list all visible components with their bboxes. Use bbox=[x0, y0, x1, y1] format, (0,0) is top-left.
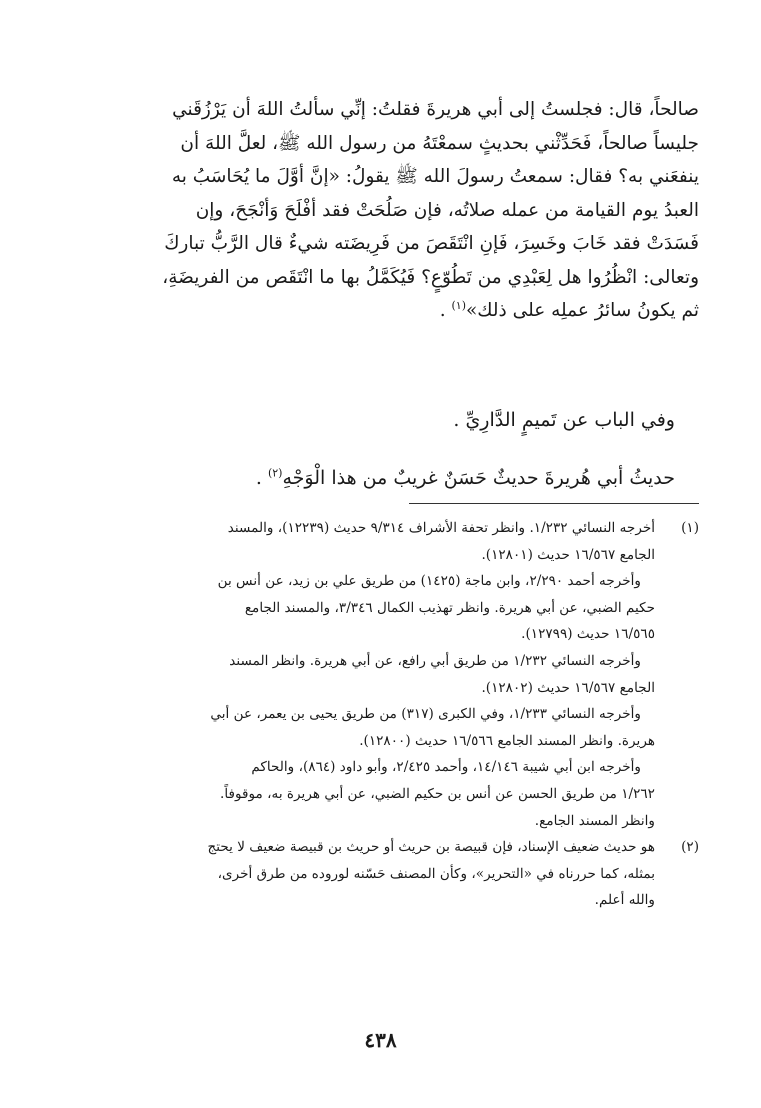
text-line: ثم يكونُ سائرُ عملِه على ذلك» bbox=[465, 300, 699, 321]
line-end: . bbox=[439, 300, 452, 321]
footnote-2 bbox=[49, 834, 699, 914]
text-line: العبدُ يوم القيامة من عمله صلاتُه، فإن صَلُحَتْ فقد أفْلَحَ وَأنْجَحَ، وإن bbox=[195, 199, 699, 221]
footnote-line: وأخرجه النسائي ١/٢٣٣، وفي الكبرى (٣١٧) من طريق يحيى بن يعمر، عن أبي bbox=[210, 706, 641, 723]
text-line: صالحاً، قال: فجلستُ إلى أبي هريرةَ فقلتُ: إنِّي سألتُ اللهَ أن يَرْزُقَني bbox=[172, 99, 699, 120]
hadith-text bbox=[54, 93, 699, 328]
line-end: . bbox=[255, 467, 268, 489]
text-line-last bbox=[54, 294, 699, 328]
chapter-note: وفي الباب عن تَميمٍ الدَّارِيِّ . bbox=[453, 409, 675, 431]
footnote-line: حكيم الضبي، عن أبي هريرة. وانظر تهذيب الكمال ٣/٣٤٦، والمسند الجامع bbox=[244, 599, 655, 616]
footnote-ref-2[interactable]: (٢) bbox=[267, 466, 283, 480]
footnote-number: (١) bbox=[681, 520, 699, 536]
grading-text: حديثُ أبي هُريرةَ حديثٌ حَسَنٌ غريبٌ من هذا الْوَجْهِ bbox=[282, 467, 675, 489]
text-line: جليساً صالحاً، فَحَدِّثْني بحديثٍ سمعْتَهُ من رسول الله ﷺ، لعلَّ اللهَ أن bbox=[180, 132, 699, 154]
text-line: فَسَدَتْ فقد خَابَ وخَسِرَ، فَإنِ انْتَقَصَ من فَرِيضَته شيءٌ قال الرَّبُّ تباركَ bbox=[164, 233, 699, 254]
footnote-line: هريرة. وانظر المسند الجامع ١٦/٥٦٦ حديث (١٢٨٠٠). bbox=[359, 732, 655, 749]
footnote-line: وانظر المسند الجامع. bbox=[534, 812, 655, 829]
footnote-line: وأخرجه ابن أبي شيبة ١٤/١٤٦، وأحمد ٢/٤٢٥، وأبو داود (٨٦٤)، والحاكم bbox=[251, 759, 641, 776]
footnote-divider bbox=[409, 503, 699, 504]
footnote-line: ١٦/٥٦٥ حديث (١٢٧٩٩). bbox=[521, 626, 655, 643]
footnote-1 bbox=[49, 515, 699, 834]
footnote-line: والله أعلم. bbox=[594, 892, 655, 909]
footnote-line: وأخرجه النسائي ١/٢٣٢ من طريق أبي رافع، عن أبي هريرة. وانظر المسند bbox=[229, 652, 641, 669]
footnote-line: ١/٢٦٢ من طريق الحسن عن أنس بن حكيم الضبي، عن أبي هريرة به، موقوفاً. bbox=[220, 785, 655, 802]
footnote-line: الجامع ١٦/٥٦٧ حديث (١٢٨٠١). bbox=[481, 546, 655, 563]
footnotes bbox=[49, 515, 699, 914]
footnote-line: هو حديث ضعيف الإسناد، فإن قبيصة بن حريث أو حريث بن قبيصة ضعيف لا يحتج bbox=[207, 839, 655, 856]
footnote-ref-1[interactable]: (١) bbox=[451, 298, 466, 312]
hadith-grading bbox=[54, 463, 699, 493]
text-line: وتعالى: انْظُرُوا هل لِعَبْدِي من تَطُوّعٍ؟ فَيُكَمَّلُ بها ما انْتَقَص من الفريضَةِ، bbox=[162, 266, 699, 288]
footnote-line: بمثله، كما حررناه في «التحرير»، وكأن المصنف حَسّنه لوروده من طرق أخرى، bbox=[217, 865, 655, 882]
footnote-line: أخرجه النسائي ١/٢٣٢. وانظر تحفة الأشراف ٩/٣١٤ حديث (١٢٢٣٩)، والمسند bbox=[227, 520, 655, 536]
text-line: ينفعَني به؟ فقال: سمعتُ رسولَ الله ﷺ يقولُ: «إنَّ أوَّلَ ما يُحَاسَبُ به bbox=[171, 166, 699, 187]
footnote-line: وأخرجه أحمد ٢/٢٩٠، وابن ماجة (١٤٢٥) من طريق علي بن زيد، عن أنس بن bbox=[217, 573, 641, 590]
footnote-number: (٢) bbox=[681, 839, 699, 856]
page-number: ٤٣٨ bbox=[364, 1028, 397, 1052]
footnote-line: الجامع ١٦/٥٦٧ حديث (١٢٨٠٢). bbox=[481, 679, 655, 696]
